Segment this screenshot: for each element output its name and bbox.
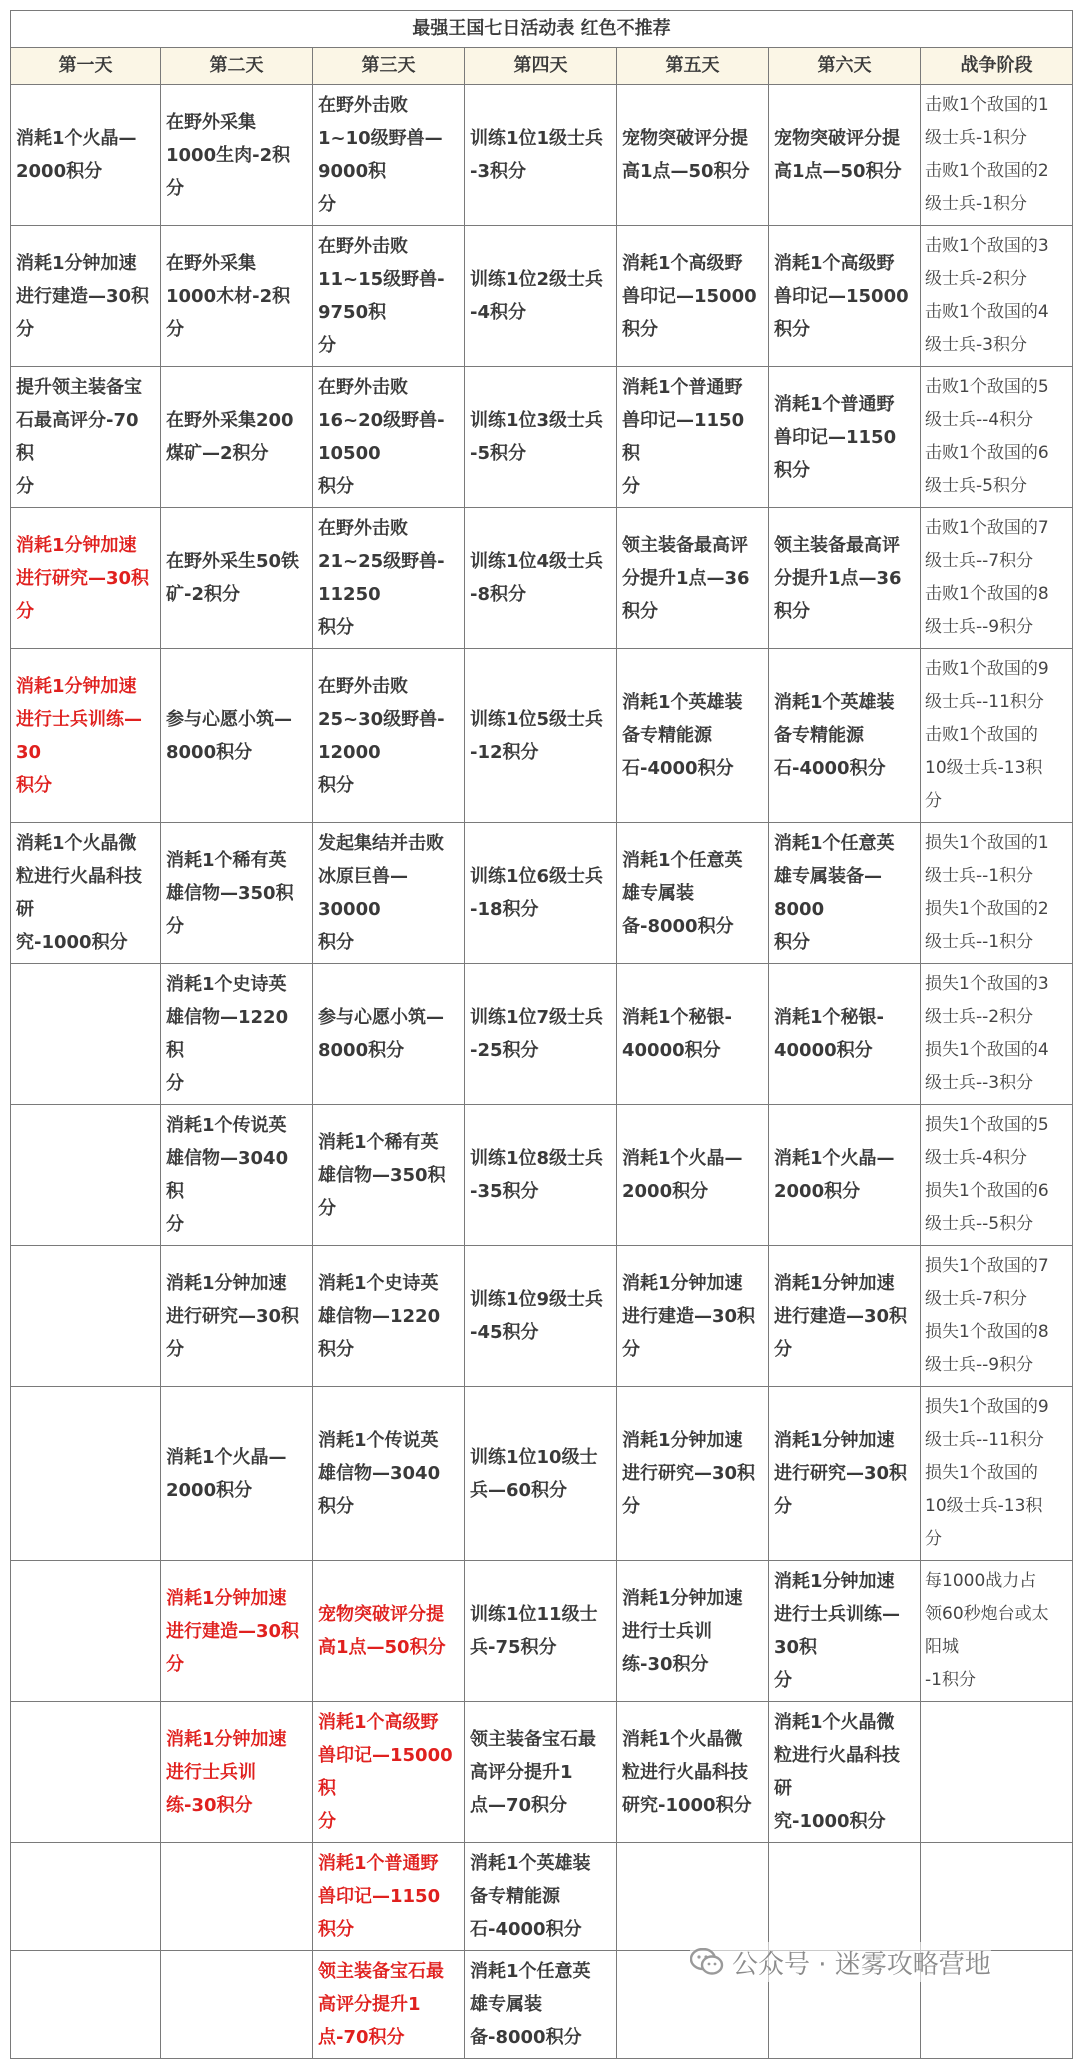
day6-cell: 消耗1个高级野 兽印记—15000 积分 [769, 226, 921, 367]
day5-cell: 消耗1个任意英 雄专属装 备-8000积分 [617, 823, 769, 964]
day6-cell: 消耗1个任意英 雄专属装备— 8000 积分 [769, 823, 921, 964]
day2-cell: 消耗1分钟加速 进行建造—30积 分 [161, 1561, 313, 1702]
day1-cell: 提升领主装备宝 石最高评分-70 积 分 [11, 367, 161, 508]
header-war-phase: 战争阶段 [921, 48, 1073, 85]
day6-cell: 消耗1个英雄装 备专精能源 石-4000积分 [769, 649, 921, 823]
day2-cell [161, 1951, 313, 2059]
day5-cell: 消耗1分钟加速 进行建造—30积 分 [617, 1246, 769, 1387]
day5-cell: 消耗1分钟加速 进行研究—30积 分 [617, 1387, 769, 1561]
table-row [11, 226, 1073, 367]
day1-cell [11, 1843, 161, 1951]
day1-cell [11, 1246, 161, 1387]
war-phase-cell: 损失1个敌国的9 级士兵--11积分 损失1个敌国的 10级士兵-13积 分 [921, 1387, 1073, 1561]
day5-cell: 领主装备最高评 分提升1点—36 积分 [617, 508, 769, 649]
table-row [11, 964, 1073, 1105]
day5-cell [617, 1843, 769, 1951]
day6-cell: 消耗1个秘银- 40000积分 [769, 964, 921, 1105]
day1-cell [11, 1702, 161, 1843]
day4-cell: 训练1位5级士兵 -12积分 [465, 649, 617, 823]
watermark-text: 公众号 · 迷雾攻略营地 [732, 1949, 991, 1980]
day2-cell: 在野外采集200 煤矿—2积分 [161, 367, 313, 508]
table-header-row [11, 48, 1073, 85]
table-row [11, 1702, 1073, 1843]
day2-cell: 在野外采生50铁 矿-2积分 [161, 508, 313, 649]
day2-cell: 消耗1分钟加速 进行士兵训 练-30积分 [161, 1702, 313, 1843]
day6-cell: 消耗1分钟加速 进行研究—30积 分 [769, 1387, 921, 1561]
day1-cell [11, 1105, 161, 1246]
table-row [11, 85, 1073, 226]
day2-cell: 消耗1分钟加速 进行研究—30积 分 [161, 1246, 313, 1387]
day3-cell: 参与心愿小筑— 8000积分 [313, 964, 465, 1105]
table-row [11, 649, 1073, 823]
day3-cell: 发起集结并击败 冰原巨兽— 30000 积分 [313, 823, 465, 964]
day4-cell: 训练1位10级士 兵—60积分 [465, 1387, 617, 1561]
day4-cell: 消耗1个任意英 雄专属装 备-8000积分 [465, 1951, 617, 2059]
war-phase-cell: 击败1个敌国的3 级士兵-2积分 击败1个敌国的4 级士兵-3积分 [921, 226, 1073, 367]
war-phase-cell: 击败1个敌国的1 级士兵-1积分 击败1个敌国的2 级士兵-1积分 [921, 85, 1073, 226]
header-day5: 第五天 [617, 48, 769, 85]
table-row [11, 1246, 1073, 1387]
day2-cell: 消耗1个史诗英 雄信物—1220 积 分 [161, 964, 313, 1105]
day3-cell: 消耗1个普通野 兽印记—1150 积分 [313, 1843, 465, 1951]
day5-cell: 消耗1个火晶微 粒进行火晶科技 研究-1000积分 [617, 1702, 769, 1843]
day4-cell: 训练1位4级士兵 -8积分 [465, 508, 617, 649]
day3-cell: 消耗1个史诗英 雄信物—1220 积分 [313, 1246, 465, 1387]
day2-cell [161, 1843, 313, 1951]
table-title: 最强王国七日活动表 红色不推荐 [11, 11, 1073, 48]
day2-cell: 参与心愿小筑— 8000积分 [161, 649, 313, 823]
day3-cell: 消耗1个传说英 雄信物—3040 积分 [313, 1387, 465, 1561]
day2-cell: 在野外采集 1000生肉-2积 分 [161, 85, 313, 226]
day1-cell: 消耗1个火晶微 粒进行火晶科技 研 究-1000积分 [11, 823, 161, 964]
day5-cell: 消耗1分钟加速 进行士兵训 练-30积分 [617, 1561, 769, 1702]
day3-cell: 在野外击败 25~30级野兽- 12000 积分 [313, 649, 465, 823]
day4-cell: 训练1位9级士兵 -45积分 [465, 1246, 617, 1387]
header-day6: 第六天 [769, 48, 921, 85]
day6-cell: 消耗1分钟加速 进行建造—30积 分 [769, 1246, 921, 1387]
war-phase-cell: 损失1个敌国的5 级士兵-4积分 损失1个敌国的6 级士兵--5积分 [921, 1105, 1073, 1246]
day3-cell: 消耗1个高级野 兽印记—15000 积 分 [313, 1702, 465, 1843]
day3-cell: 宠物突破评分提 高1点—50积分 [313, 1561, 465, 1702]
day5-cell: 消耗1个英雄装 备专精能源 石-4000积分 [617, 649, 769, 823]
war-phase-cell: 击败1个敌国的7 级士兵--7积分 击败1个敌国的8 级士兵--9积分 [921, 508, 1073, 649]
table-title-row [11, 11, 1073, 48]
day3-cell: 领主装备宝石最 高评分提升1 点-70积分 [313, 1951, 465, 2059]
day4-cell: 训练1位1级士兵 -3积分 [465, 85, 617, 226]
table-row [11, 508, 1073, 649]
day3-cell: 消耗1个稀有英 雄信物—350积 分 [313, 1105, 465, 1246]
day6-cell: 消耗1个火晶— 2000积分 [769, 1105, 921, 1246]
day3-cell: 在野外击败 11~15级野兽- 9750积 分 [313, 226, 465, 367]
day1-cell: 消耗1分钟加速 进行建造—30积 分 [11, 226, 161, 367]
table-row [11, 1105, 1073, 1246]
day4-cell: 训练1位11级士 兵-75积分 [465, 1561, 617, 1702]
day2-cell: 消耗1个稀有英 雄信物—350积 分 [161, 823, 313, 964]
war-phase-cell [921, 1702, 1073, 1843]
activity-table-wrapper [10, 10, 1072, 2059]
day4-cell: 领主装备宝石最 高评分提升1 点—70积分 [465, 1702, 617, 1843]
day5-cell: 消耗1个普通野 兽印记—1150 积 分 [617, 367, 769, 508]
day4-cell: 训练1位3级士兵 -5积分 [465, 367, 617, 508]
watermark [690, 1942, 991, 1982]
day6-cell [769, 1843, 921, 1951]
day1-cell [11, 1951, 161, 2059]
table-row [11, 1843, 1073, 1951]
day4-cell: 训练1位8级士兵 -35积分 [465, 1105, 617, 1246]
table-row [11, 1561, 1073, 1702]
war-phase-cell [921, 1843, 1073, 1951]
activity-table [10, 10, 1073, 2059]
header-day1: 第一天 [11, 48, 161, 85]
day4-cell: 训练1位2级士兵 -4积分 [465, 226, 617, 367]
day3-cell: 在野外击败 1~10级野兽— 9000积 分 [313, 85, 465, 226]
day1-cell: 消耗1分钟加速 进行研究—30积 分 [11, 508, 161, 649]
day4-cell: 训练1位6级士兵 -18积分 [465, 823, 617, 964]
day3-cell: 在野外击败 21~25级野兽- 11250 积分 [313, 508, 465, 649]
day1-cell [11, 1561, 161, 1702]
day2-cell: 消耗1个火晶— 2000积分 [161, 1387, 313, 1561]
day2-cell: 在野外采集 1000木材-2积 分 [161, 226, 313, 367]
war-phase-cell: 损失1个敌国的1 级士兵--1积分 损失1个敌国的2 级士兵--1积分 [921, 823, 1073, 964]
table-row [11, 823, 1073, 964]
day1-cell [11, 964, 161, 1105]
day6-cell: 消耗1个普通野 兽印记—1150 积分 [769, 367, 921, 508]
war-phase-cell: 损失1个敌国的7 级士兵-7积分 损失1个敌国的8 级士兵--9积分 [921, 1246, 1073, 1387]
table-row [11, 1387, 1073, 1561]
war-phase-cell: 击败1个敌国的9 级士兵--11积分 击败1个敌国的 10级士兵-13积 分 [921, 649, 1073, 823]
day4-cell: 消耗1个英雄装 备专精能源 石-4000积分 [465, 1843, 617, 1951]
day1-cell [11, 1387, 161, 1561]
day4-cell: 训练1位7级士兵 -25积分 [465, 964, 617, 1105]
day6-cell: 消耗1分钟加速 进行士兵训练— 30积 分 [769, 1561, 921, 1702]
war-phase-cell: 损失1个敌国的3 级士兵--2积分 损失1个敌国的4 级士兵--3积分 [921, 964, 1073, 1105]
header-day3: 第三天 [313, 48, 465, 85]
header-day2: 第二天 [161, 48, 313, 85]
day3-cell: 在野外击败 16~20级野兽- 10500 积分 [313, 367, 465, 508]
wechat-icon [690, 1948, 724, 1976]
day5-cell: 宠物突破评分提 高1点—50积分 [617, 85, 769, 226]
day2-cell: 消耗1个传说英 雄信物—3040 积 分 [161, 1105, 313, 1246]
day1-cell: 消耗1个火晶— 2000积分 [11, 85, 161, 226]
table-row [11, 367, 1073, 508]
day6-cell: 消耗1个火晶微 粒进行火晶科技 研 究-1000积分 [769, 1702, 921, 1843]
day5-cell: 消耗1个秘银- 40000积分 [617, 964, 769, 1105]
day6-cell: 宠物突破评分提 高1点—50积分 [769, 85, 921, 226]
day5-cell: 消耗1个火晶— 2000积分 [617, 1105, 769, 1246]
day6-cell: 领主装备最高评 分提升1点—36 积分 [769, 508, 921, 649]
war-phase-cell: 击败1个敌国的5 级士兵--4积分 击败1个敌国的6 级士兵-5积分 [921, 367, 1073, 508]
war-phase-cell: 每1000战力占 领60秒炮台或太 阳城 -1积分 [921, 1561, 1073, 1702]
header-day4: 第四天 [465, 48, 617, 85]
day1-cell: 消耗1分钟加速 进行士兵训练— 30 积分 [11, 649, 161, 823]
day5-cell: 消耗1个高级野 兽印记—15000 积分 [617, 226, 769, 367]
